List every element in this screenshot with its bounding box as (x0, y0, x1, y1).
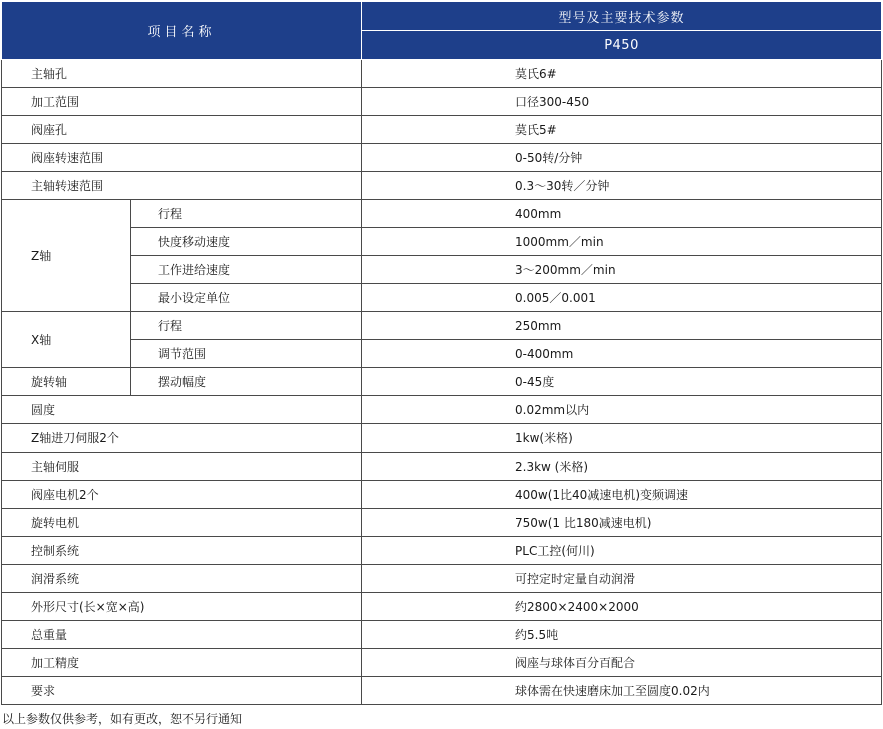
row-value-z-feed-servo: 1kw(米格) (362, 424, 882, 452)
table-row (2, 60, 882, 88)
table-row (2, 284, 882, 312)
row-label-spindle-hole: 主轴孔 (2, 60, 362, 88)
table-row (2, 452, 882, 480)
table-row (2, 88, 882, 116)
row-value-roundness: 0.02mm以内 (362, 396, 882, 424)
table-row (2, 620, 882, 648)
table-row (2, 592, 882, 620)
row-label-roundness: 圆度 (2, 396, 362, 424)
row-value-spindle-servo: 2.3kw (米格) (362, 452, 882, 480)
header-model: P450 (362, 31, 882, 60)
row-value-valve-seat-speed: 0-50转/分钟 (362, 144, 882, 172)
row-label-valve-seat-speed: 阀座转速范围 (2, 144, 362, 172)
sub-value-x-adjust-range: 0-400mm (362, 340, 882, 368)
sub-value-z-stroke: 400mm (362, 200, 882, 228)
row-value-lubrication-system: 可控定时定量自动润滑 (362, 564, 882, 592)
sub-label-z-min-unit: 最小设定单位 (131, 284, 362, 312)
header-item-name: 项目名称 (2, 2, 362, 60)
table-row (2, 368, 882, 396)
row-value-valve-seat-motor: 400w(1比40减速电机)变频调速 (362, 480, 882, 508)
row-label-control-system: 控制系统 (2, 536, 362, 564)
row-label-valve-seat-hole: 阀座孔 (2, 116, 362, 144)
group-label-x-axis: X轴 (2, 312, 131, 368)
row-label-dimensions: 外形尺寸(长×宽×高) (2, 592, 362, 620)
table-row (2, 144, 882, 172)
sub-label-z-feed-speed: 工作进给速度 (131, 256, 362, 284)
row-value-spindle-hole: 莫氏6# (362, 60, 882, 88)
table-row (2, 116, 882, 144)
table-row (2, 564, 882, 592)
row-value-requirement: 球体需在快速磨床加工至圆度0.02内 (362, 676, 882, 704)
row-label-rotary-motor: 旋转电机 (2, 508, 362, 536)
group-label-z-axis: Z轴 (2, 200, 131, 312)
group-label-rotary-axis: 旋转轴 (2, 368, 131, 396)
row-label-total-weight: 总重量 (2, 620, 362, 648)
row-label-spindle-servo: 主轴伺服 (2, 452, 362, 480)
header-spec-title: 型号及主要技术参数 (362, 2, 882, 31)
sub-value-swing-amplitude: 0-45度 (362, 368, 882, 396)
table-row (2, 340, 882, 368)
row-value-precision: 阀座与球体百分百配合 (362, 648, 882, 676)
table-row (2, 424, 882, 452)
row-value-spindle-speed: 0.3～30转／分钟 (362, 172, 882, 200)
row-label-processing-range: 加工范围 (2, 88, 362, 116)
sub-value-z-min-unit: 0.005／0.001 (362, 284, 882, 312)
sub-label-x-adjust-range: 调节范围 (131, 340, 362, 368)
row-label-z-feed-servo: Z轴进刀伺服2个 (2, 424, 362, 452)
table-row (2, 536, 882, 564)
sub-value-z-rapid-speed: 1000mm／min (362, 228, 882, 256)
sub-value-z-feed-speed: 3～200mm／min (362, 256, 882, 284)
footnote: 以上参数仅供参考，如有更改，恕不另行通知 (2, 712, 243, 726)
table-row (2, 396, 882, 424)
row-value-dimensions: 约2800×2400×2000 (362, 592, 882, 620)
row-value-control-system: PLC工控(何川) (362, 536, 882, 564)
row-label-valve-seat-motor: 阀座电机2个 (2, 480, 362, 508)
row-label-spindle-speed: 主轴转速范围 (2, 172, 362, 200)
table-row (2, 200, 882, 228)
row-value-total-weight: 约5.5吨 (362, 620, 882, 648)
row-value-processing-range: 口径300-450 (362, 88, 882, 116)
row-value-rotary-motor: 750w(1 比180减速电机) (362, 508, 882, 536)
table-row (2, 676, 882, 704)
table-row (2, 312, 882, 340)
table-row (2, 172, 882, 200)
row-label-lubrication-system: 润滑系统 (2, 564, 362, 592)
sub-label-z-rapid-speed: 快度移动速度 (131, 228, 362, 256)
row-value-valve-seat-hole: 莫氏5# (362, 116, 882, 144)
table-row (2, 228, 882, 256)
table-row (2, 256, 882, 284)
table-row (2, 648, 882, 676)
sub-label-swing-amplitude: 摆动幅度 (131, 368, 362, 396)
spec-table (1, 1, 882, 705)
row-label-requirement: 要求 (2, 676, 362, 704)
sub-label-z-stroke: 行程 (131, 200, 362, 228)
sub-label-x-stroke: 行程 (131, 312, 362, 340)
sub-value-x-stroke: 250mm (362, 312, 882, 340)
row-label-precision: 加工精度 (2, 648, 362, 676)
table-row (2, 508, 882, 536)
table-row (2, 480, 882, 508)
